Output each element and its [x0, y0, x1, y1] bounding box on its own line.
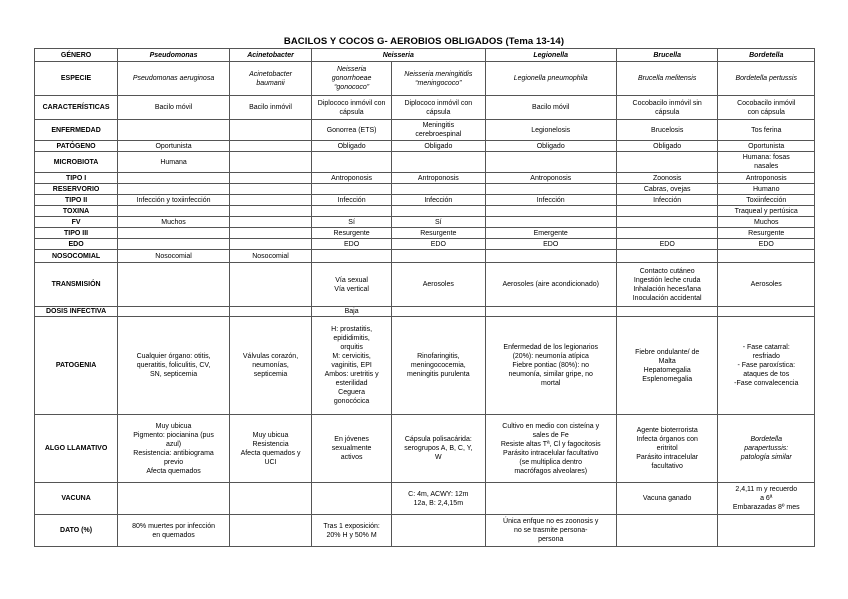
table-cell — [229, 228, 311, 239]
table-row — [35, 49, 815, 62]
table-cell — [616, 228, 718, 239]
table-cell: Brucelosis — [616, 120, 718, 141]
table-cell: Bordetella pertussis — [718, 62, 815, 96]
table-cell — [229, 120, 311, 141]
table-cell: EDO — [485, 239, 616, 250]
table-cell: Brucella melitensis — [616, 62, 718, 96]
table-cell — [485, 206, 616, 217]
genus-cell: Legionella — [485, 49, 616, 62]
table-cell: Neisseria gonorrhoeae “gonococo” — [312, 62, 392, 96]
table-cell: Cocobacilo inmóvil con cápsula — [718, 96, 815, 120]
table-cell: Oportunista — [718, 141, 815, 152]
table-cell: Cualquier órgano: otitis, queratitis, foliculitis, CV, SN, septicemia — [118, 317, 230, 415]
genus-cell: Acinetobacter — [229, 49, 311, 62]
table-cell — [718, 515, 815, 547]
table-cell — [118, 184, 230, 195]
table-cell — [118, 307, 230, 317]
table-cell: Única enfque no es zoonosis y no se trasmite persona- persona — [485, 515, 616, 547]
table-cell — [616, 250, 718, 263]
genus-cell: Bordetella — [718, 49, 815, 62]
table-row — [35, 250, 815, 263]
table-cell: Infección y toxiinfección — [118, 195, 230, 206]
table-cell: 2,4,11 m y recuerdo a 6ª Embarazadas 8º mes — [718, 483, 815, 515]
table-cell: Bordetella parapertussis: patología similar — [718, 415, 815, 483]
table-cell: Obligado — [312, 141, 392, 152]
table-cell — [229, 184, 311, 195]
table-cell: Infección — [616, 195, 718, 206]
table-cell: Infección — [392, 195, 485, 206]
row-label: DOSIS INFECTIVA — [35, 307, 118, 317]
table-cell: Antroponosis — [718, 173, 815, 184]
table-cell: - Fase catarral: resfriado - Fase paroxística: ataques de tos -Fase convalecencia — [718, 317, 815, 415]
document-title: BACILOS Y COCOS G- AEROBIOS OBLIGADOS (Tema 13-14) — [283, 36, 565, 47]
table-cell: Muchos — [718, 217, 815, 228]
table-row — [35, 415, 815, 483]
table-cell — [392, 515, 485, 547]
table-row — [35, 239, 815, 250]
table-cell — [229, 152, 311, 173]
row-label: TIPO III — [35, 228, 118, 239]
table-cell — [118, 263, 230, 307]
table-cell: Bacilo móvil — [485, 96, 616, 120]
row-label: TRANSMISIÓN — [35, 263, 118, 307]
table-cell: Cápsula polisacárida: serogrupos A, B, C, Y, W — [392, 415, 485, 483]
table-cell — [312, 206, 392, 217]
table-cell: Toxiinfección — [718, 195, 815, 206]
table-cell: Legionelosis — [485, 120, 616, 141]
table-cell — [718, 307, 815, 317]
table-cell: Aerosoles — [718, 263, 815, 307]
table-cell: Vía sexual Vía vertical — [312, 263, 392, 307]
table-row — [35, 62, 815, 96]
table-cell: Enfermedad de los legionarios (20%): neumonía atípica Fiebre pontiac (80%): no neumonía, similar gripe, no mortal — [485, 317, 616, 415]
table-cell — [312, 250, 392, 263]
table-cell — [229, 263, 311, 307]
table-cell: Cocobacilo inmóvil sin cápsula — [616, 96, 718, 120]
table-cell: Oportunista — [118, 141, 230, 152]
row-label: RESERVORIO — [35, 184, 118, 195]
table-row — [35, 217, 815, 228]
table-cell — [392, 152, 485, 173]
row-label: CARACTERÍSTICAS — [35, 96, 118, 120]
summary-table — [34, 48, 815, 547]
table-cell: Fiebre ondulante/ de Malta Hepatomegalia Esplenomegalia — [616, 317, 718, 415]
table-cell: Traqueal y pertúsica — [718, 206, 815, 217]
table-cell: Gonorrea (ETS) — [312, 120, 392, 141]
table-row — [35, 263, 815, 307]
row-label: VACUNA — [35, 483, 118, 515]
table-row — [35, 173, 815, 184]
table-row — [35, 184, 815, 195]
table-cell — [485, 152, 616, 173]
row-label: EDO — [35, 239, 118, 250]
table-cell: Diplococo inmóvil con cápsula — [312, 96, 392, 120]
table-cell — [229, 195, 311, 206]
table-cell: Baja — [312, 307, 392, 317]
table-cell: Rinofaringitis, meningococemia, meningitis purulenta — [392, 317, 485, 415]
genus-cell: Pseudomonas — [118, 49, 230, 62]
row-label: PATÓGENO — [35, 141, 118, 152]
row-label: ALGO LLAMATIVO — [35, 415, 118, 483]
table-cell: Antroponosis — [312, 173, 392, 184]
table-row — [35, 317, 815, 415]
table-cell: Sí — [312, 217, 392, 228]
table-cell: EDO — [392, 239, 485, 250]
table-cell: Válvulas corazón, neumonías, septicemia — [229, 317, 311, 415]
row-label: ENFERMEDAD — [35, 120, 118, 141]
table-cell — [485, 184, 616, 195]
table-cell — [118, 228, 230, 239]
table-cell — [485, 217, 616, 228]
table-cell: EDO — [312, 239, 392, 250]
table-row — [35, 96, 815, 120]
table-row — [35, 195, 815, 206]
table-cell: Humana — [118, 152, 230, 173]
table-cell — [616, 307, 718, 317]
table-cell: Resurgente — [312, 228, 392, 239]
row-label: PATOGENIA — [35, 317, 118, 415]
table-row — [35, 515, 815, 547]
table-cell — [312, 483, 392, 515]
table-cell — [118, 173, 230, 184]
table-cell: Tras 1 exposición: 20% H y 50% M — [312, 515, 392, 547]
table-cell — [229, 239, 311, 250]
table-cell — [616, 206, 718, 217]
table-cell — [485, 483, 616, 515]
table-cell: Antroponosis — [392, 173, 485, 184]
table-cell: En jóvenes sexualmente activos — [312, 415, 392, 483]
table-cell: Resurgente — [718, 228, 815, 239]
table-cell — [229, 307, 311, 317]
table-cell: Diplococo inmóvil con cápsula — [392, 96, 485, 120]
table-cell: Vacuna ganado — [616, 483, 718, 515]
table-cell: Sí — [392, 217, 485, 228]
table-cell — [229, 141, 311, 152]
table-cell: EDO — [616, 239, 718, 250]
table-cell: H: prostatitis, epididimitis, orquitis M: cervicitis, vaginitis, EPI Ambos: uretritis y esterilidad Ceguera gonocócica — [312, 317, 392, 415]
table-row — [35, 228, 815, 239]
table-cell — [485, 250, 616, 263]
table-cell: Obligado — [392, 141, 485, 152]
row-label: GÉNERO — [35, 49, 118, 62]
table-cell — [718, 250, 815, 263]
table-cell — [118, 239, 230, 250]
table-cell: Resurgente — [392, 228, 485, 239]
table-cell — [312, 184, 392, 195]
table-cell: Humana: fosas nasales — [718, 152, 815, 173]
table-cell — [392, 206, 485, 217]
table-cell — [229, 515, 311, 547]
table-cell: Humano — [718, 184, 815, 195]
table-cell — [118, 120, 230, 141]
table-cell: Neisseria meningitidis “meningococo” — [392, 62, 485, 96]
table-cell: Pseudomonas aeruginosa — [118, 62, 230, 96]
table-row — [35, 152, 815, 173]
genus-cell: Brucella — [616, 49, 718, 62]
table-cell — [229, 483, 311, 515]
row-label: TOXINA — [35, 206, 118, 217]
table-cell: Muchos — [118, 217, 230, 228]
table-row — [35, 141, 815, 152]
table-cell — [118, 483, 230, 515]
genus-cell: Neisseria — [312, 49, 485, 62]
row-label: MICROBIOTA — [35, 152, 118, 173]
table-cell — [616, 515, 718, 547]
table-cell: Zoonosis — [616, 173, 718, 184]
table-row — [35, 307, 815, 317]
table-cell: Muy ubicua Resistencia Afecta quemados y UCI — [229, 415, 311, 483]
table-cell — [312, 152, 392, 173]
table-row — [35, 483, 815, 515]
table-cell — [229, 173, 311, 184]
table-row — [35, 206, 815, 217]
table-cell: Cabras, ovejas — [616, 184, 718, 195]
table-cell: Nosocomial — [229, 250, 311, 263]
table-cell: Muy ubicua Pigmento: piocianina (pus azul) Resistencia: antibiograma previo Afecta quemados — [118, 415, 230, 483]
table-cell — [392, 307, 485, 317]
table-cell: Nosocomial — [118, 250, 230, 263]
table-cell: Obligado — [616, 141, 718, 152]
table-cell: Legionella pneumophila — [485, 62, 616, 96]
row-label: FV — [35, 217, 118, 228]
table-cell — [485, 307, 616, 317]
table-cell: C: 4m, ACWY: 12m 12a, B: 2,4,15m — [392, 483, 485, 515]
table-cell: Infección — [312, 195, 392, 206]
table-cell — [616, 152, 718, 173]
table-cell: Meningitis cerebroespinal — [392, 120, 485, 141]
table-cell: Tos ferina — [718, 120, 815, 141]
row-label: NOSOCOMIAL — [35, 250, 118, 263]
table-cell: Emergente — [485, 228, 616, 239]
table-cell — [616, 217, 718, 228]
table-cell: Contacto cutáneo Ingestión leche cruda Inhalación heces/lana Inoculación accidental — [616, 263, 718, 307]
table-cell: Aerosoles — [392, 263, 485, 307]
table-cell: Acinetobacter baumanii — [229, 62, 311, 96]
row-label: DATO (%) — [35, 515, 118, 547]
table-cell — [118, 206, 230, 217]
table-cell — [229, 217, 311, 228]
row-label: TIPO I — [35, 173, 118, 184]
table-cell — [392, 184, 485, 195]
table-cell — [229, 206, 311, 217]
table-cell: Bacilo móvil — [118, 96, 230, 120]
table-cell: Aerosoles (aire acondicionado) — [485, 263, 616, 307]
table-cell: Obligado — [485, 141, 616, 152]
table-cell: 80% muertes por infección en quemados — [118, 515, 230, 547]
table-cell: Agente bioterrorista Infecta órganos con eritritol Parásito intracelular facultativo — [616, 415, 718, 483]
row-label: ESPECIE — [35, 62, 118, 96]
table-cell: Infección — [485, 195, 616, 206]
table-cell: EDO — [718, 239, 815, 250]
table-row — [35, 120, 815, 141]
row-label: TIPO II — [35, 195, 118, 206]
table-cell — [392, 250, 485, 263]
table-cell: Antroponosis — [485, 173, 616, 184]
table-cell: Cultivo en medio con cisteína y sales de Fe Resiste altas Tª, Cl y fagocitosis Parásito intracelular facultativo (se multiplica dentro macrófagos alveolares) — [485, 415, 616, 483]
table-cell: Bacilo inmóvil — [229, 96, 311, 120]
